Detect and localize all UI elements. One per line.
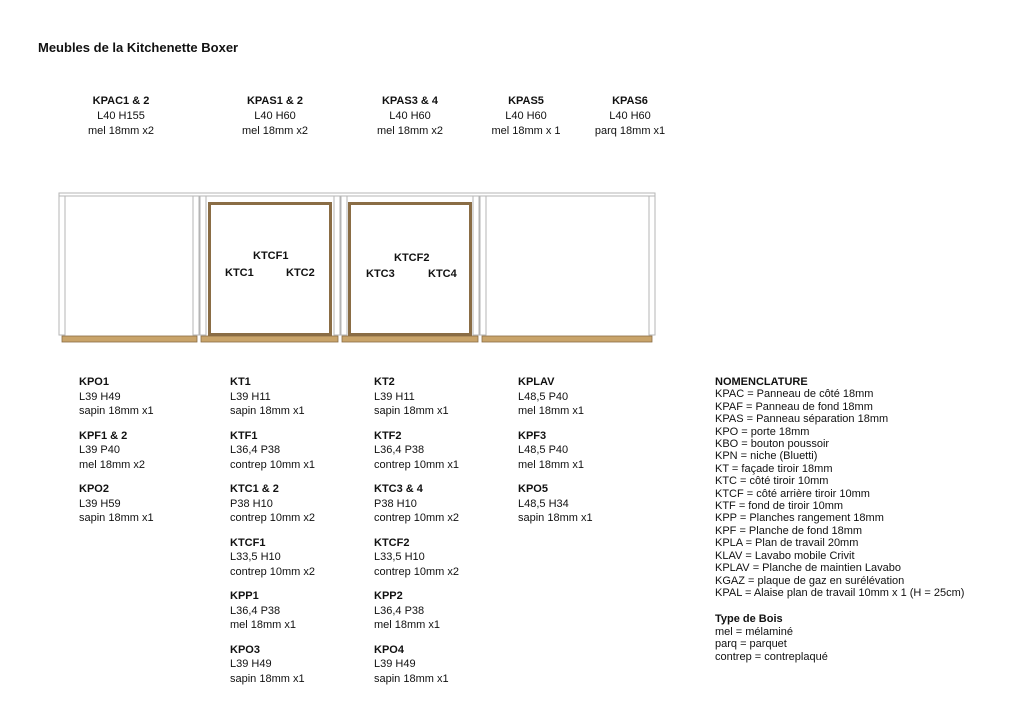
part-item [79, 482, 154, 526]
nomenclature-line: KTF = fond de tiroir 10mm [715, 500, 844, 513]
part-item [518, 375, 593, 419]
panel-material: mel 18mm x 1 [491, 125, 561, 137]
label-ktcf1: KTCF1 [253, 250, 289, 262]
panel-code: KPAC1 & 2 [92, 95, 150, 107]
part-code: KTCF2 [374, 536, 410, 549]
part-item [230, 643, 315, 687]
nomenclature-line: KGAZ = plaque de gaz en surélévation [715, 574, 905, 587]
part-code: KPO4 [374, 643, 404, 656]
nomenclature-line: KPAF = Panneau de fond 18mm [715, 400, 873, 413]
separation-panel [480, 196, 486, 335]
part-item [374, 482, 459, 526]
part-dims: L36,4 P38 [374, 604, 425, 617]
label-ktc2: KTC2 [286, 267, 315, 279]
part-material: sapin 18mm x1 [230, 405, 305, 417]
label-ktcf2: KTCF2 [394, 252, 430, 264]
nomenclature-line: KPAL = Alaise plan de travail 10mm x 1 (H = 25cm) [715, 586, 965, 599]
part-dims: L39 H11 [374, 390, 415, 403]
panel-dims: L40 H155 [97, 110, 145, 122]
part-material: sapin 18mm x1 [79, 405, 154, 417]
label-ktc4: KTC4 [428, 268, 457, 280]
panel-code: KPAS1 & 2 [246, 95, 304, 107]
part-item [518, 482, 593, 526]
part-dims: P38 H10 [230, 497, 273, 510]
nomenclature-line: KBO = bouton poussoir [715, 438, 830, 451]
part-code: KPLAV [518, 376, 555, 388]
nomenclature-legend [715, 376, 964, 663]
part-item [518, 429, 593, 473]
panel-code: KPAS6 [612, 95, 648, 107]
part-dims: L39 P40 [79, 444, 120, 456]
part-code: KTF2 [374, 429, 402, 442]
panel-code: KPAS5 [508, 95, 544, 107]
panel-material: mel 18mm x2 [241, 125, 309, 137]
part-material: sapin 18mm x1 [79, 512, 154, 524]
part-item [374, 643, 459, 687]
panel-code: KPAS3 & 4 [381, 95, 439, 107]
panel-material: mel 18mm x2 [87, 125, 155, 137]
panel-material: mel 18mm x2 [376, 125, 444, 137]
part-material: contrep 10mm x2 [230, 512, 315, 524]
part-code: KTF1 [230, 429, 258, 442]
parts-column-3 [374, 375, 459, 696]
parts-column-4 [518, 375, 593, 536]
part-dims: L48,5 P40 [518, 390, 569, 403]
nomenclature-line: KPLA = Plan de travail 20mm [715, 537, 859, 550]
part-material: mel 18mm x1 [518, 458, 585, 471]
part-item [230, 589, 315, 633]
part-dims: L36,4 P38 [230, 444, 281, 456]
wood-type-line: contrep = contreplaqué [715, 650, 828, 663]
part-code: KT2 [374, 376, 395, 388]
part-dims: L33,5 H10 [230, 551, 281, 563]
nomenclature-line: KPO = porte 18mm [715, 425, 810, 438]
part-material: sapin 18mm x1 [374, 405, 449, 417]
part-code: KTC1 & 2 [230, 483, 279, 495]
part-material: contrep 10mm x2 [230, 565, 315, 578]
nomenclature-line: KPN = niche (Bluetti) [715, 450, 818, 463]
wood-type-line: parq = parquet [715, 638, 787, 651]
part-material: mel 18mm x1 [374, 619, 441, 631]
part-code: KTC3 & 4 [374, 483, 423, 495]
part-item [230, 536, 315, 580]
nomenclature-line: KPAC = Panneau de côté 18mm [715, 388, 874, 401]
wood-type-title: Type de Bois [715, 613, 783, 626]
part-material: contrep 10mm x2 [374, 512, 459, 524]
nomenclature-line: KLAV = Lavabo mobile Crivit [715, 549, 855, 562]
part-dims: L36,4 P38 [230, 604, 281, 617]
part-code: KTCF1 [230, 536, 266, 549]
side-panel-right [649, 196, 655, 335]
part-dims: L48,5 P40 [518, 444, 569, 456]
parts-column-2 [230, 375, 315, 696]
part-material: contrep 10mm x2 [374, 565, 459, 578]
part-code: KPF3 [518, 429, 547, 442]
bottom-shelf [482, 336, 652, 342]
top-edge [59, 193, 655, 196]
panel-material: parq 18mm x1 [594, 125, 666, 137]
part-material: mel 18mm x1 [230, 619, 297, 631]
part-dims: L39 H49 [230, 658, 272, 670]
part-item [374, 375, 459, 419]
panel-dims: L40 H60 [505, 110, 547, 122]
part-material: contrep 10mm x1 [230, 458, 315, 471]
page-title: Meubles de la Kitchenette Boxer [38, 40, 239, 55]
part-material: mel 18mm x2 [79, 458, 146, 471]
separation-panel [341, 196, 347, 335]
part-code: KPO2 [79, 483, 109, 495]
label-ktc3: KTC3 [366, 268, 395, 280]
part-dims: L39 H49 [374, 658, 416, 670]
part-item [374, 429, 459, 473]
part-item [230, 375, 315, 419]
nomenclature-line: KPAS = Panneau séparation 18mm [715, 413, 889, 426]
nomenclature-line: KPP = Planches rangement 18mm [715, 512, 884, 525]
part-item [230, 429, 315, 473]
bottom-shelf [201, 336, 338, 342]
part-dims: L48,5 H34 [518, 497, 569, 510]
part-dims: L39 H49 [79, 390, 121, 403]
part-dims: L33,5 H10 [374, 551, 425, 563]
part-dims: L39 H11 [230, 390, 271, 403]
part-dims: L39 H59 [79, 497, 121, 510]
part-item [79, 375, 154, 419]
part-item [79, 429, 154, 473]
nomenclature-line: KT = façade tiroir 18mm [715, 462, 833, 475]
panel-dims: L40 H60 [389, 110, 431, 122]
part-material: mel 18mm x1 [518, 405, 585, 417]
separation-panel [473, 196, 479, 335]
panel-dims: L40 H60 [609, 110, 651, 122]
part-code: KPP2 [374, 590, 403, 602]
part-code: KT1 [230, 376, 251, 388]
part-dims: P38 H10 [374, 497, 417, 510]
part-material: sapin 18mm x1 [374, 672, 449, 685]
part-code: KPO3 [230, 643, 260, 656]
separation-panel [200, 196, 206, 335]
nomenclature-title: NOMENCLATURE [715, 376, 808, 388]
panel-dims: L40 H60 [254, 110, 296, 122]
separation-panel [193, 196, 199, 335]
part-code: KPO1 [79, 376, 109, 388]
nomenclature-line: KTC = côté tiroir 10mm [715, 475, 829, 488]
part-code: KPP1 [230, 590, 259, 602]
bottom-shelf [342, 336, 478, 342]
side-panel-left [59, 196, 65, 335]
part-code: KPO5 [518, 483, 548, 495]
bottom-shelf [62, 336, 197, 342]
part-material: sapin 18mm x1 [518, 512, 593, 524]
part-item [230, 482, 315, 526]
label-ktc1: KTC1 [225, 267, 254, 279]
wood-type-line: mel = mélaminé [715, 625, 793, 638]
part-dims: L36,4 P38 [374, 444, 425, 456]
part-material: contrep 10mm x1 [374, 458, 459, 471]
separation-panel [334, 196, 340, 335]
nomenclature-line: KPF = Planche de fond 18mm [715, 524, 863, 537]
part-item [374, 589, 459, 633]
nomenclature-line: KPLAV = Planche de maintien Lavabo [715, 562, 902, 575]
parts-column-1 [79, 375, 154, 536]
part-material: sapin 18mm x1 [230, 672, 305, 685]
part-code: KPF1 & 2 [79, 429, 128, 442]
part-item [374, 536, 459, 580]
nomenclature-line: KTCF = côté arrière tiroir 10mm [715, 487, 870, 500]
